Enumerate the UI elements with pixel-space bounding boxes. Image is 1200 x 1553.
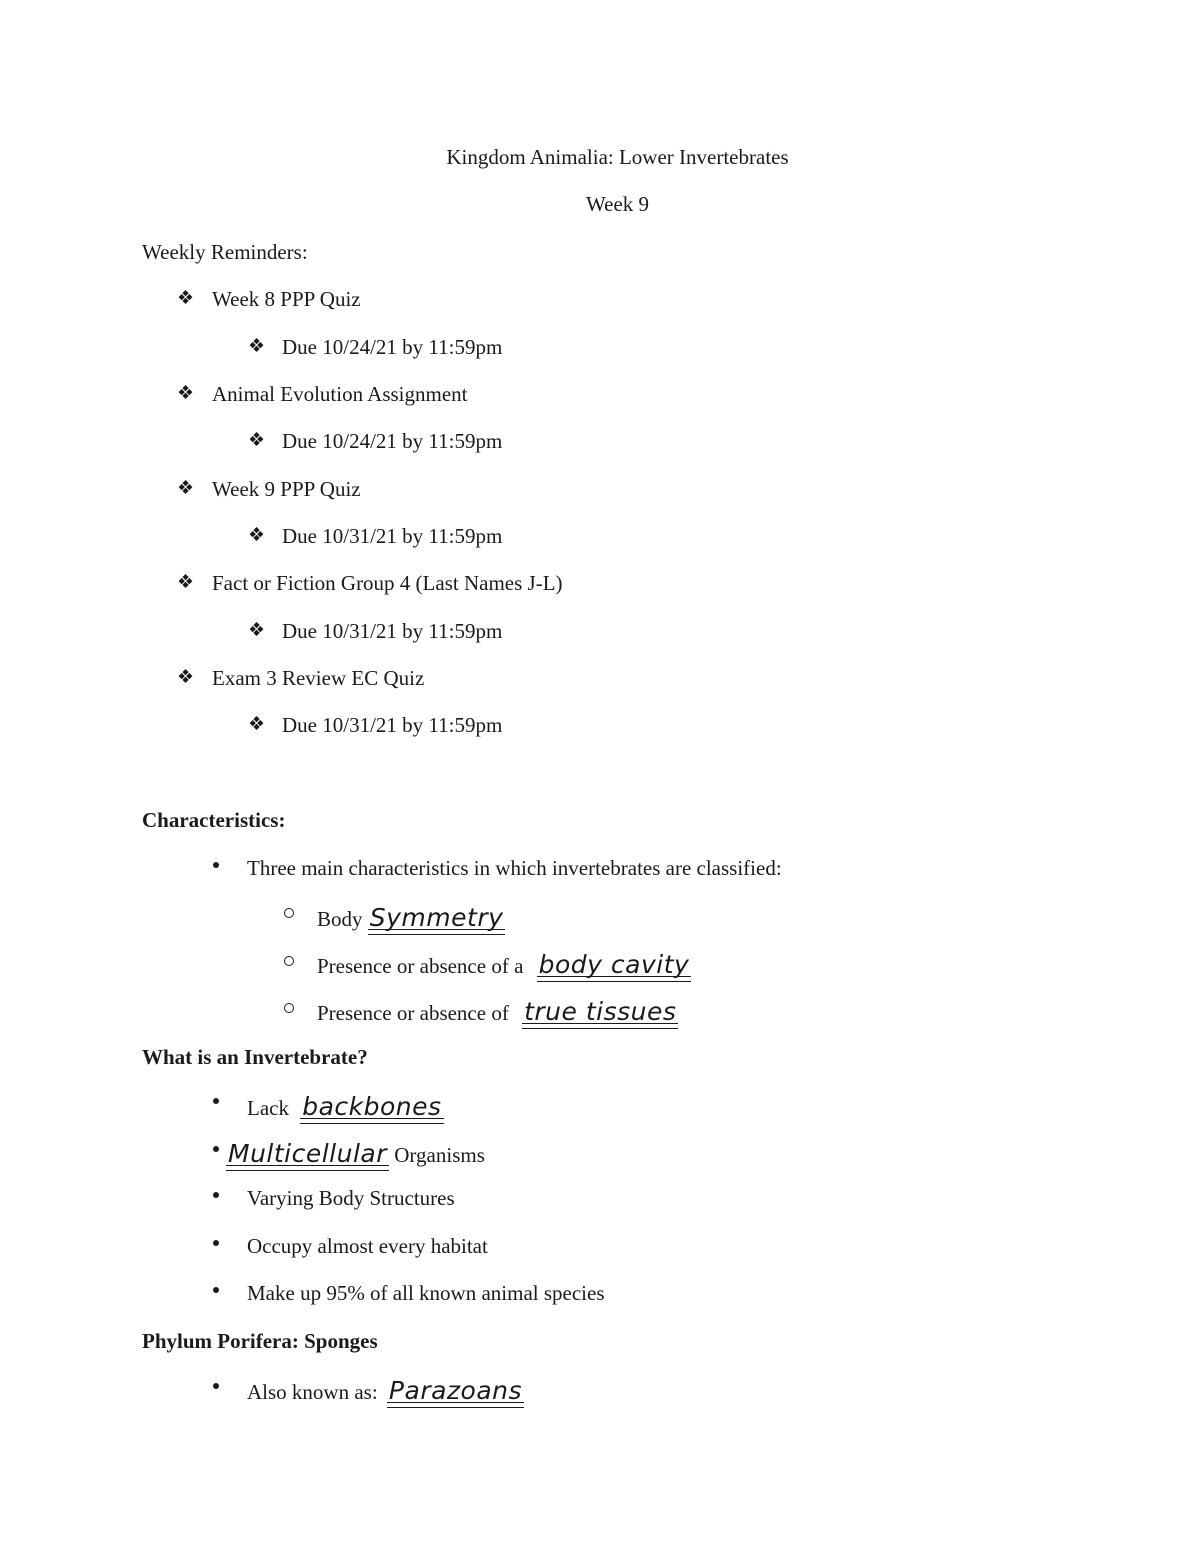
- subitem-prefix: Presence or absence of: [317, 1001, 509, 1025]
- item-prefix: Also known as:: [247, 1380, 378, 1404]
- invertebrate-item: [247, 1094, 444, 1119]
- bullet-icon: [213, 1146, 219, 1152]
- porifera-heading: Phylum Porifera: Sponges: [142, 1329, 378, 1353]
- invertebrate-item: Occupy almost every habitat: [247, 1234, 488, 1258]
- invertebrate-item: Make up 95% of all known animal species: [247, 1281, 605, 1305]
- diamond-bullet-icon: ❖: [177, 478, 195, 499]
- reminder-item: Week 8 PPP Quiz: [212, 287, 361, 311]
- bullet-icon: [213, 1240, 219, 1246]
- reminder-due: Due 10/31/21 by 11:59pm: [282, 713, 503, 737]
- diamond-bullet-icon: ❖: [248, 525, 266, 546]
- week-label: Week 9: [585, 192, 650, 216]
- invertebrate-heading: What is an Invertebrate?: [142, 1045, 368, 1069]
- diamond-bullet-icon: ❖: [177, 572, 195, 593]
- characteristics-intro: Three main characteristics in which invertebrates are classified:: [247, 856, 782, 880]
- handwritten-answer: Multicellular: [228, 1139, 388, 1168]
- diamond-bullet-icon: ❖: [177, 667, 195, 688]
- diamond-bullet-icon: ❖: [248, 620, 266, 641]
- characteristic-subitem: [317, 999, 678, 1024]
- reminder-due: Due 10/24/21 by 11:59pm: [282, 335, 503, 359]
- subitem-prefix: Presence or absence of a: [317, 954, 524, 978]
- handwritten-answer: true tissues: [524, 997, 677, 1026]
- invertebrate-item: Varying Body Structures: [247, 1186, 455, 1210]
- diamond-bullet-icon: ❖: [177, 383, 195, 404]
- invertebrate-item: [226, 1141, 485, 1166]
- circle-bullet-icon: [284, 1003, 294, 1013]
- bullet-icon: [213, 1098, 219, 1104]
- reminder-item: Week 9 PPP Quiz: [212, 477, 361, 501]
- characteristic-subitem: [317, 905, 505, 930]
- item-suffix: Organisms: [394, 1143, 485, 1167]
- characteristic-subitem: [317, 952, 691, 977]
- subitem-prefix: Body: [317, 907, 363, 931]
- circle-bullet-icon: [284, 908, 294, 918]
- page-title: Kingdom Animalia: Lower Invertebrates: [446, 145, 789, 169]
- handwritten-answer: Symmetry: [369, 903, 504, 932]
- circle-bullet-icon: [284, 956, 294, 966]
- diamond-bullet-icon: ❖: [248, 714, 266, 735]
- reminder-due: Due 10/31/21 by 11:59pm: [282, 619, 503, 643]
- bullet-icon: [213, 862, 219, 868]
- porifera-item: [247, 1378, 524, 1403]
- bullet-icon: [213, 1287, 219, 1293]
- diamond-bullet-icon: ❖: [248, 430, 266, 451]
- reminder-item: Exam 3 Review EC Quiz: [212, 666, 425, 690]
- handwritten-answer: backbones: [302, 1092, 442, 1121]
- reminder-item: Fact or Fiction Group 4 (Last Names J-L): [212, 571, 563, 595]
- handwritten-answer: body cavity: [538, 950, 690, 979]
- diamond-bullet-icon: ❖: [248, 336, 266, 357]
- bullet-icon: [213, 1383, 219, 1389]
- handwritten-answer: Parazoans: [388, 1376, 523, 1405]
- reminder-item: Animal Evolution Assignment: [212, 382, 468, 406]
- reminder-due: Due 10/24/21 by 11:59pm: [282, 429, 503, 453]
- diamond-bullet-icon: ❖: [177, 288, 195, 309]
- reminders-heading: Weekly Reminders:: [142, 240, 308, 264]
- bullet-icon: [213, 1192, 219, 1198]
- item-prefix: Lack: [247, 1096, 289, 1120]
- characteristics-heading: Characteristics:: [142, 808, 286, 832]
- reminder-due: Due 10/31/21 by 11:59pm: [282, 524, 503, 548]
